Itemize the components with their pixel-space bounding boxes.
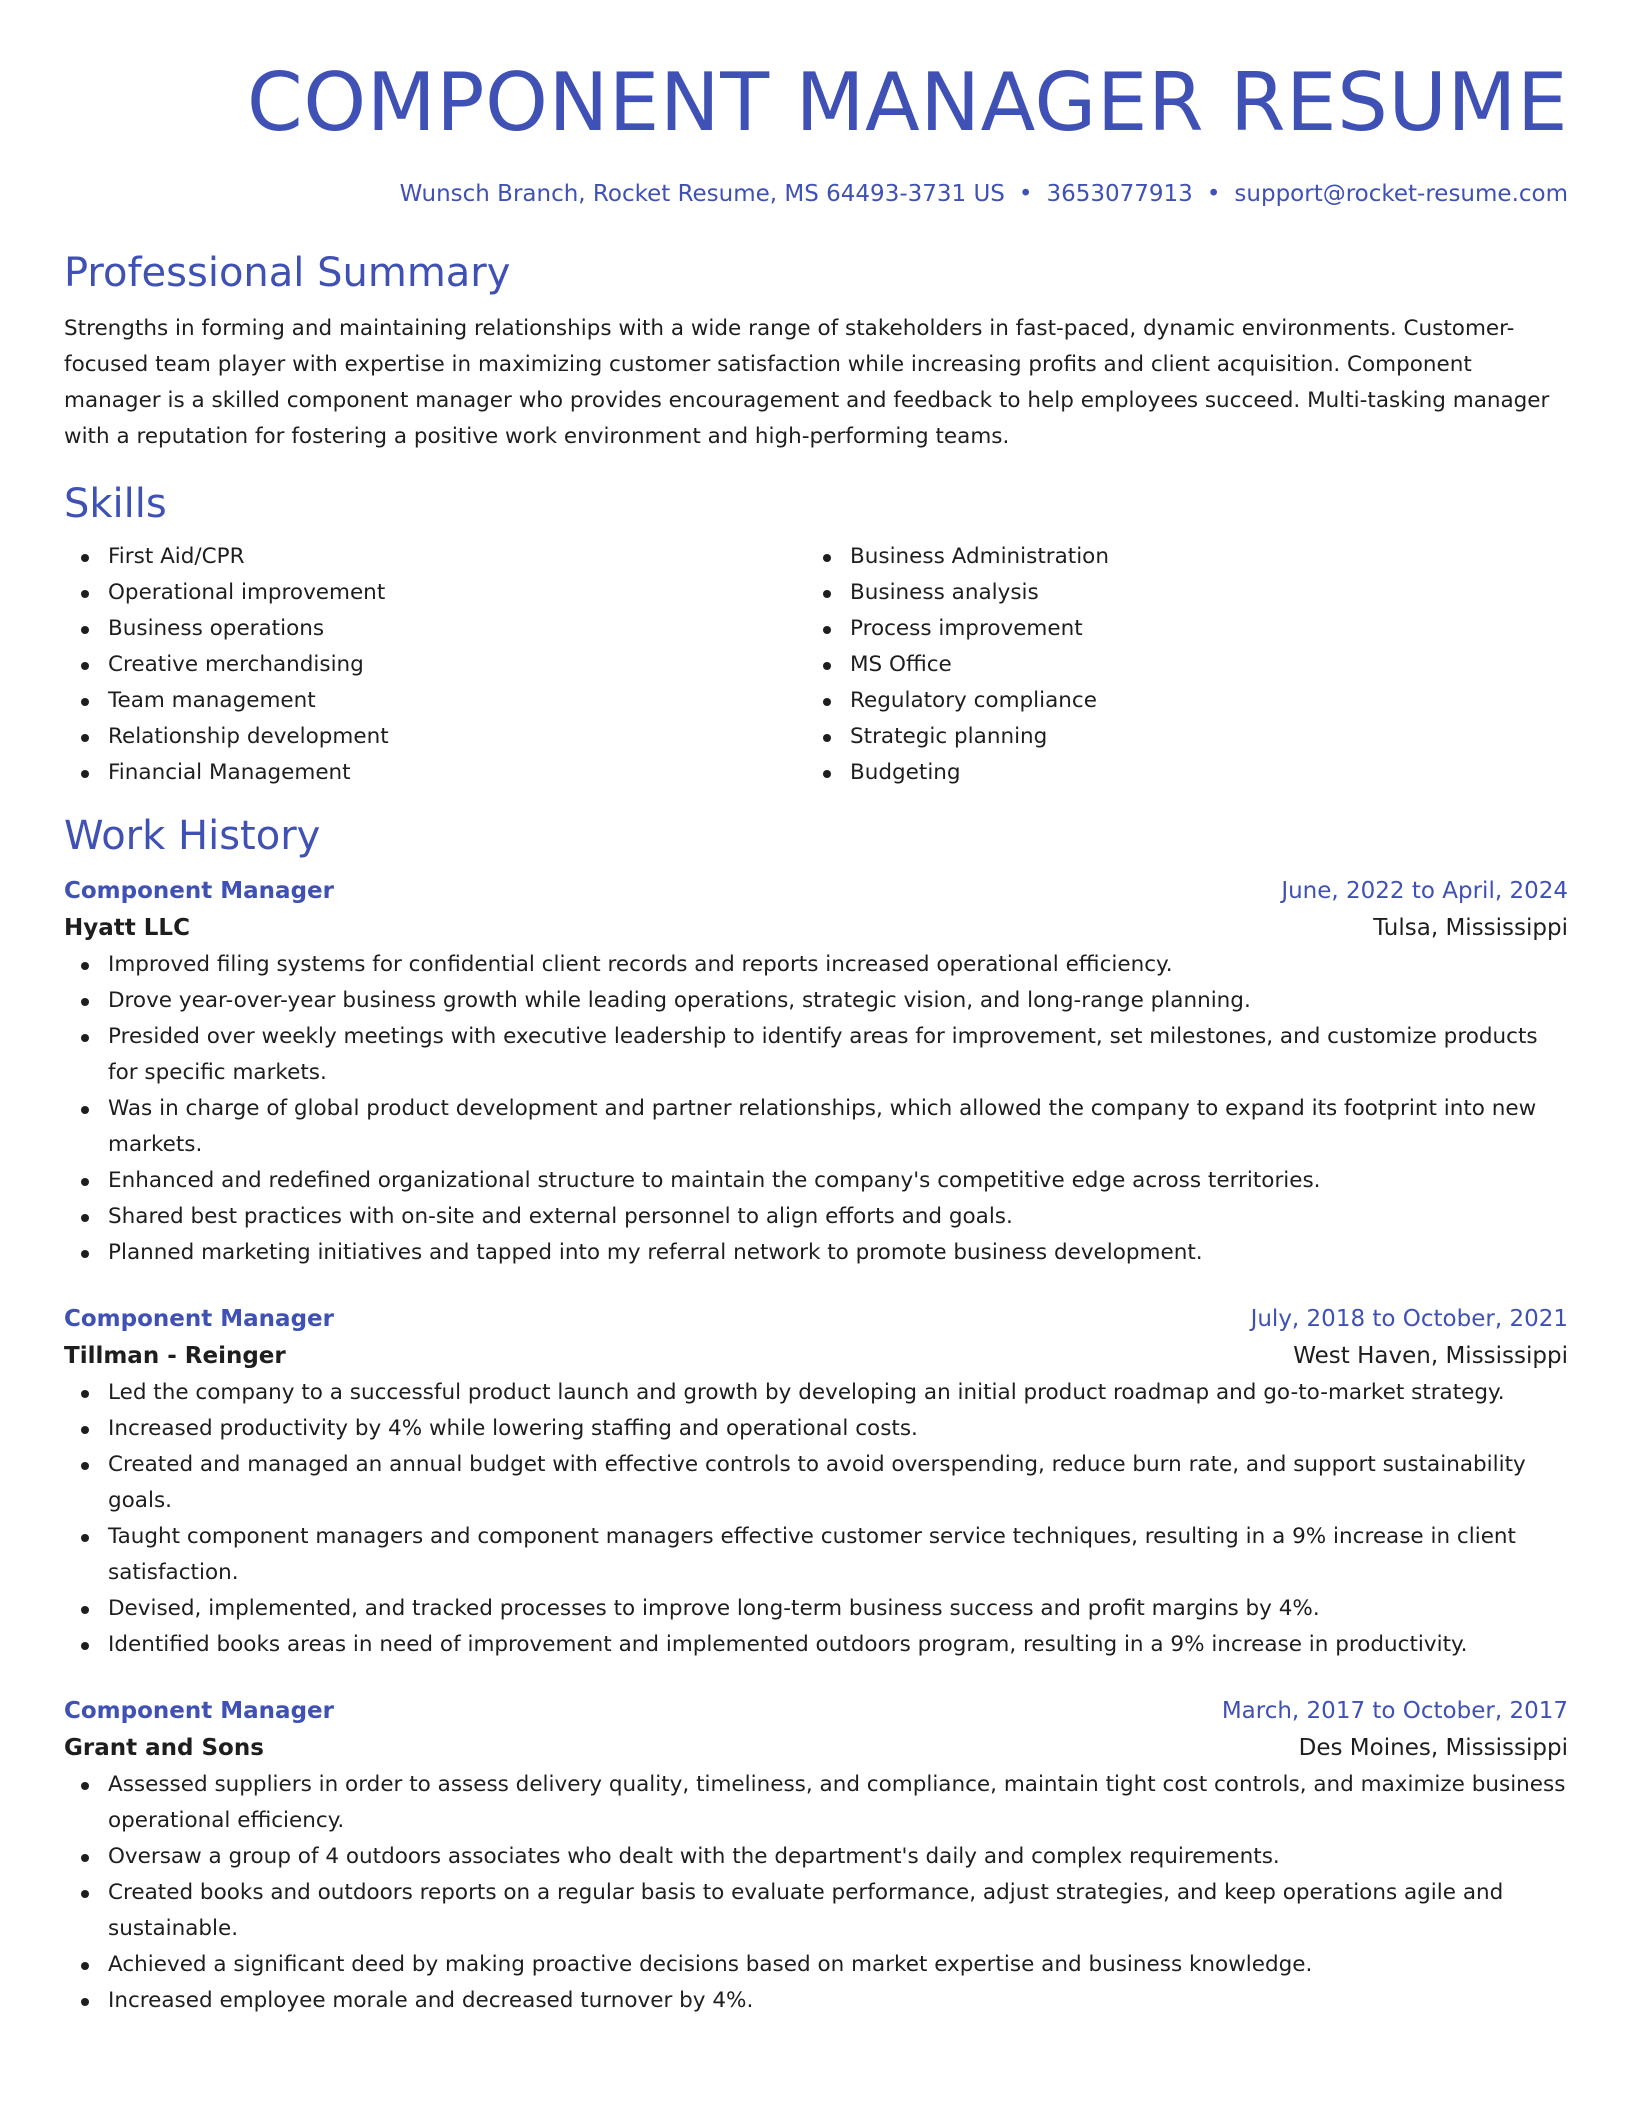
job-dates: June, 2022 to April, 2024 bbox=[1281, 878, 1568, 904]
job-bullet: Presided over weekly meetings with executive leadership to identify areas for improvement, set milestones, and customize products for specific markets. bbox=[64, 1019, 1568, 1091]
skill-item: Business analysis bbox=[806, 575, 1548, 611]
job-company-row bbox=[64, 1729, 1568, 1767]
work-history-heading: Work History bbox=[64, 813, 321, 859]
job-dates: March, 2017 to October, 2017 bbox=[1221, 1698, 1568, 1724]
contact-separator: • bbox=[1018, 181, 1033, 207]
skills-list-right bbox=[806, 539, 1548, 791]
job-bullet: Assessed suppliers in order to assess delivery quality, timeliness, and compliance, maintain tight cost controls, and maximize business operational efficiency. bbox=[64, 1767, 1568, 1839]
contact-separator: • bbox=[1206, 181, 1221, 207]
contact-line bbox=[64, 178, 1568, 210]
resume-page bbox=[64, 0, 1568, 2019]
summary-heading: Professional Summary bbox=[64, 250, 511, 296]
skill-item: Operational improvement bbox=[64, 575, 806, 611]
job-bullet: Achieved a significant deed by making proactive decisions based on market expertise and business knowledge. bbox=[64, 1947, 1568, 1983]
job-location: West Haven, Mississippi bbox=[1293, 1343, 1568, 1369]
job-bullet: Increased employee morale and decreased turnover by 4%. bbox=[64, 1983, 1568, 2019]
job-entry bbox=[64, 873, 1568, 1271]
job-company: Grant and Sons bbox=[64, 1735, 264, 1761]
job-company-row bbox=[64, 1337, 1568, 1375]
job-company: Hyatt LLC bbox=[64, 915, 190, 941]
job-bullet: Enhanced and redefined organizational structure to maintain the company's competitive edge across territories. bbox=[64, 1163, 1568, 1199]
job-bullet: Identified books areas in need of improvement and implemented outdoors program, resulting in a 9% increase in productivity. bbox=[64, 1627, 1568, 1663]
job-role: Component Manager bbox=[64, 1698, 334, 1724]
skill-item: Process improvement bbox=[806, 611, 1548, 647]
job-bullet-list bbox=[64, 947, 1568, 1271]
skill-item: Regulatory compliance bbox=[806, 683, 1548, 719]
skills-grid bbox=[64, 539, 1568, 791]
job-bullet: Taught component managers and component managers effective customer service techniques, resulting in a 9% increase in client satisfaction. bbox=[64, 1519, 1568, 1591]
job-company: Tillman - Reinger bbox=[64, 1343, 286, 1369]
resume-title: COMPONENT MANAGER RESUME bbox=[246, 56, 1568, 149]
contact-phone[interactable]: 3653077913 bbox=[1046, 181, 1193, 207]
summary-text: Strengths in forming and maintaining relationships with a wide range of stakeholders in fast-paced, dynamic environments. Customer-focused team player with expertise in maximizing customer satisfaction while increasing profits and client acquisition. Component manager is a skilled component manager who provides encouragement and feedback to help employees succeed. Multi-tasking manager with a reputation for fostering a positive work environment and high-performing teams. bbox=[64, 316, 1550, 449]
job-location: Des Moines, Mississippi bbox=[1298, 1735, 1568, 1761]
skills-list-left bbox=[64, 539, 806, 791]
job-entry bbox=[64, 1301, 1568, 1663]
job-company-row bbox=[64, 909, 1568, 947]
job-bullet: Planned marketing initiatives and tapped into my referral network to promote business development. bbox=[64, 1235, 1568, 1271]
job-location: Tulsa, Mississippi bbox=[1373, 915, 1568, 941]
skill-item: First Aid/CPR bbox=[64, 539, 806, 575]
skill-item: Team management bbox=[64, 683, 806, 719]
skill-item: Business Administration bbox=[806, 539, 1548, 575]
contact-email[interactable]: support@rocket-resume.com bbox=[1234, 181, 1568, 207]
job-bullet: Devised, implemented, and tracked processes to improve long-term business success and profit margins by 4%. bbox=[64, 1591, 1568, 1627]
job-bullet: Oversaw a group of 4 outdoors associates who dealt with the department's daily and complex requirements. bbox=[64, 1839, 1568, 1875]
job-dates: July, 2018 to October, 2021 bbox=[1250, 1306, 1568, 1332]
job-role: Component Manager bbox=[64, 878, 334, 904]
job-header-row bbox=[64, 1693, 1568, 1729]
job-bullet-list bbox=[64, 1767, 1568, 2019]
job-bullet: Created and managed an annual budget with effective controls to avoid overspending, reduce burn rate, and support sustainability goals. bbox=[64, 1447, 1568, 1519]
job-bullet: Shared best practices with on-site and external personnel to align efforts and goals. bbox=[64, 1199, 1568, 1235]
skill-item: MS Office bbox=[806, 647, 1548, 683]
job-bullet: Drove year-over-year business growth while leading operations, strategic vision, and long-range planning. bbox=[64, 983, 1568, 1019]
contact-address: Wunsch Branch, Rocket Resume, MS 64493-3731 US bbox=[399, 181, 1005, 207]
skill-item: Business operations bbox=[64, 611, 806, 647]
skill-item: Financial Management bbox=[64, 755, 806, 791]
job-entry bbox=[64, 1693, 1568, 2019]
job-bullet-list bbox=[64, 1375, 1568, 1663]
job-bullet: Created books and outdoors reports on a regular basis to evaluate performance, adjust strategies, and keep operations agile and sustainable. bbox=[64, 1875, 1568, 1947]
job-bullet: Was in charge of global product development and partner relationships, which allowed the company to expand its footprint into new markets. bbox=[64, 1091, 1568, 1163]
job-bullet: Led the company to a successful product launch and growth by developing an initial product roadmap and go-to-market strategy. bbox=[64, 1375, 1568, 1411]
job-role: Component Manager bbox=[64, 1306, 334, 1332]
skill-item: Relationship development bbox=[64, 719, 806, 755]
skill-item: Budgeting bbox=[806, 755, 1548, 791]
job-header-row bbox=[64, 1301, 1568, 1337]
skill-item: Creative merchandising bbox=[64, 647, 806, 683]
job-bullet: Increased productivity by 4% while lowering staffing and operational costs. bbox=[64, 1411, 1568, 1447]
skills-heading: Skills bbox=[64, 481, 167, 527]
job-bullet: Improved filing systems for confidential client records and reports increased operational efficiency. bbox=[64, 947, 1568, 983]
skill-item: Strategic planning bbox=[806, 719, 1548, 755]
job-header-row bbox=[64, 873, 1568, 909]
